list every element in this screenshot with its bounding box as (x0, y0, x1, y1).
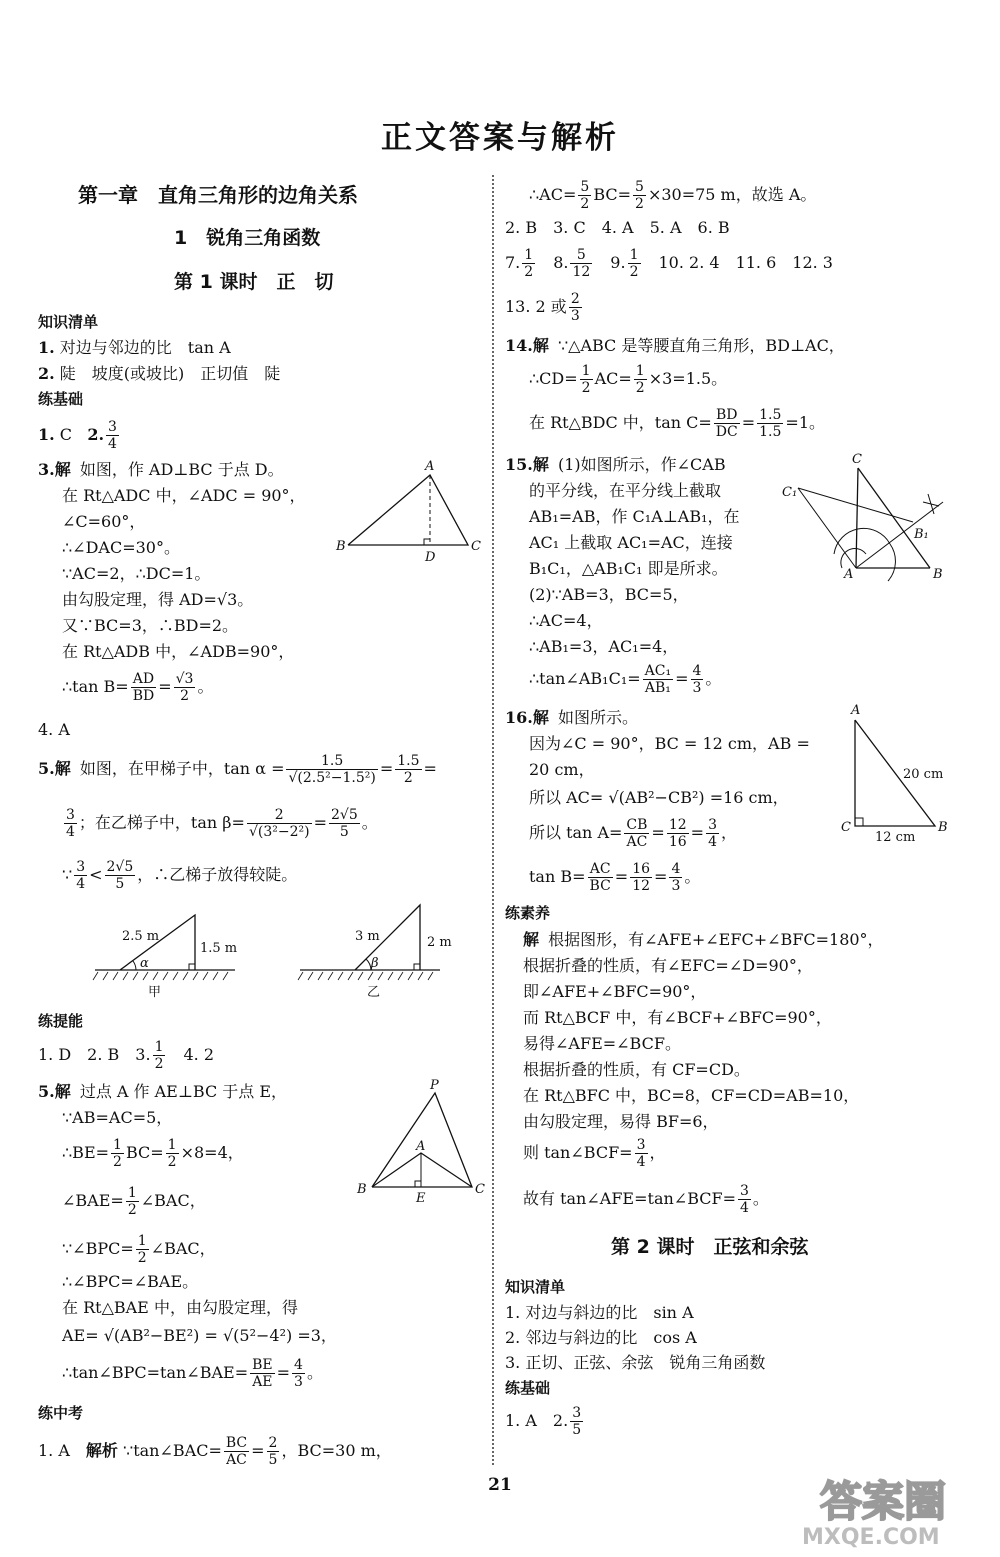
fraction: $\frac{BC}{AC}$ (225, 1435, 248, 1468)
figure-label: P (430, 1078, 439, 1093)
construction-figure-q15 (778, 450, 968, 585)
section-label-knowledge: 知识清单 (505, 1278, 566, 1296)
answer-line: 而 Rt△BCF 中，有∠BCF+∠BFC=90°， (523, 1008, 832, 1027)
base-length-label: 12 cm (875, 830, 916, 845)
fraction: $\frac{1.5}{2}$ (397, 753, 420, 786)
answer-line: ∴tan B= $\frac{AD}{BD}$ = $\frac{√3}{2}$ 。 (62, 671, 214, 704)
fraction: $\frac{3}{4}$ (108, 419, 117, 452)
answer-line: ∠C=60°， (62, 512, 146, 531)
section-label-literacy: 练素养 (505, 904, 551, 922)
watermark-site-text: MXQE.COM (802, 1525, 940, 1548)
section-label-exam: 练中考 (38, 1404, 84, 1422)
answer-line: 即∠AFE+∠BFC=90°， (523, 982, 707, 1001)
answer-line: ∴AC= $\frac{5}{2}$ BC= $\frac{5}{2}$ ×30=75 m，故选 A。 (529, 179, 817, 212)
fraction: $\frac{3}{5}$ (572, 1405, 582, 1438)
fraction: $\frac{1}{2}$ (137, 1233, 147, 1266)
answer-line: 14.解 ∵△ABC 是等腰直角三角形，BD⊥AC， (505, 336, 845, 355)
answer-line: 解 根据图形，有∠AFE+∠EFC+∠BFC=180°， (523, 930, 884, 949)
section-heading: 1 锐角三角函数 (174, 227, 321, 249)
figure-caption: 甲 (148, 985, 162, 1000)
figure-label: A (416, 1139, 426, 1154)
answer-line: 在 Rt△ADC 中，∠ADC = 90°， (62, 486, 306, 505)
answer-line: 1. D 2. B 3. $\frac{1}{2}$ 4. 2 (38, 1039, 215, 1072)
answer-line: 3. 正切、正弦、余弦 锐角三角函数 (505, 1353, 766, 1372)
answer-line: 16.解 如图所示。 (505, 708, 638, 727)
answer-line: ∴∠BPC=∠BAE。 (62, 1272, 199, 1291)
fraction: $\frac{16}{12}$ (632, 861, 651, 894)
answer-line: 1. A 解析 ∵tan∠BAC= $\frac{BC}{AC}$ = $\frac{2}{5}$ ，BC=30 m， (38, 1435, 392, 1468)
answer-line: 故有 tan∠AFE=tan∠BCF= $\frac{3}{4}$ 。 (523, 1183, 769, 1216)
answer-line: 2. 邻边与斜边的比 cos A (505, 1328, 697, 1347)
answer-line: 根据折叠的性质，有 CF=CD。 (523, 1060, 750, 1079)
ladder-figure-b (295, 900, 452, 1000)
section-label-improve: 练提能 (38, 1012, 84, 1030)
answer-line: 因为∠C = 90°，BC = 12 cm，AB = (529, 734, 810, 753)
answer-line: 5.解 如图，在甲梯子中，tan α = $\frac{1.5}{\text{√(2.5²−1.5²)}}$ = $\frac{1.5}{2}$ = (38, 753, 437, 786)
ladder-length-label: 2.5 m (122, 929, 160, 944)
answer-line: 所以 AC= √(AB²−CB²) =16 cm， (529, 788, 789, 807)
answer-line: 由勾股定理，得 AD=√3。 (62, 590, 254, 609)
answer-line: ∵AC=2，∴DC=1。 (62, 564, 211, 583)
hypotenuse-length-label: 20 cm (903, 767, 944, 782)
figure-label: C₁ (782, 485, 798, 500)
answer-line: 在 Rt△BFC 中，BC=8，CF=CD=AB=10， (523, 1086, 860, 1105)
fraction: $\frac{2√5}{5}$ (106, 859, 134, 892)
answer-line: 易得∠AFE=∠BCF。 (523, 1034, 681, 1053)
fraction: $\frac{1}{2}$ (154, 1039, 164, 1072)
answer-line: 1. 对边与斜边的比 sin A (505, 1303, 694, 1322)
column-divider (492, 175, 494, 1465)
answer-line: ∵AB=AC=5， (62, 1108, 173, 1127)
fraction: $\frac{4}{3}$ (294, 1357, 303, 1390)
answer-line: ∴AC=4， (529, 611, 603, 630)
fraction: $\frac{12}{16}$ (668, 817, 687, 850)
figure-label: C (471, 539, 481, 554)
answer-line: 根据折叠的性质，有∠EFC=∠D=90°， (523, 956, 813, 975)
answer-line: ∵ $\frac{3}{4}$ < $\frac{2√5}{5}$ ，∴乙梯子放得较陡。 (62, 859, 298, 892)
triangle-figure-q3 (333, 455, 493, 565)
answer-line: B₁C₁，△AB₁C₁ 即是所求。 (529, 559, 728, 578)
answer-line: 1. 对边与邻边的比 tan A (38, 338, 231, 357)
answer-line: 5.解 过点 A 作 AE⊥BC 于点 E， (38, 1082, 288, 1101)
answer-line: ∵∠BPC= $\frac{1}{2}$ ∠BAC， (62, 1233, 216, 1266)
fraction: $\frac{1}{2}$ (127, 1185, 137, 1218)
figure-label: B₁ (914, 527, 929, 542)
answer-line: 4. A (38, 720, 70, 739)
answer-line: ∴∠DAC=30°。 (62, 538, 180, 557)
watermark-logo (780, 1478, 980, 1548)
figure-label: C (475, 1182, 485, 1197)
answer-line: 的平分线，在平分线上截取 (529, 481, 722, 500)
watermark-logo-text: 答案圈 (820, 1478, 947, 1526)
fraction: $\frac{1}{2}$ (167, 1137, 177, 1170)
section-label-basic: 练基础 (505, 1379, 551, 1397)
fraction: $\frac{2}{5}$ (268, 1435, 278, 1468)
section-label-basic: 练基础 (38, 390, 84, 408)
answer-line: 1. A 2. $\frac{3}{5}$ (505, 1405, 582, 1438)
answer-line: AB₁=AB，作 C₁A⊥AB₁，在 (529, 507, 740, 526)
fraction: $\frac{2}{3}$ (570, 291, 580, 324)
triangle-figure-q5b (350, 1075, 500, 1205)
answer-line: 则 tan∠BCF= $\frac{3}{4}$ ， (523, 1137, 666, 1170)
fraction: $\frac{\text{AC₁}}{\text{AB₁}}$ (644, 663, 672, 696)
answer-line: ∠BAE= $\frac{1}{2}$ ∠BAC， (62, 1185, 206, 1218)
lesson-heading: 第 2 课时 正弦和余弦 (611, 1236, 809, 1258)
answer-line: 1. C 2. $\frac{3}{4}$ (38, 419, 117, 452)
wall-height-label: 1.5 m (200, 941, 238, 956)
angle-label: α (140, 956, 149, 971)
fraction: $\frac{3}{4}$ (76, 859, 86, 892)
answer-line: ∴tan∠BPC=tan∠BAE= $\frac{BE}{AE}$ = $\frac{4}{3}$ 。 (62, 1357, 323, 1390)
figure-label: D (425, 550, 436, 565)
fraction: $\frac{1}{2}$ (581, 363, 591, 396)
answer-line: 7. $\frac{1}{2}$ 8. $\frac{5}{12}$ 9. $\frac{1}{2}$ 10. 2. 4 11. 6 12. 3 (505, 247, 833, 280)
figure-label: B (938, 820, 948, 835)
chapter-heading: 第一章 直角三角形的边角关系 (78, 183, 358, 207)
angle-label: β (371, 956, 379, 971)
fraction: $\frac{√3}{2}$ (175, 671, 194, 704)
fraction: $\frac{AD}{BD}$ (132, 671, 155, 704)
fraction: $\frac{1}{2}$ (635, 363, 645, 396)
figure-label: E (416, 1191, 426, 1206)
figure-label: A (425, 459, 435, 474)
fraction: $\frac{3}{4}$ (636, 1137, 646, 1170)
answer-line: ∴tan∠AB₁C₁= $\frac{\text{AC₁}}{\text{AB₁}}$ = $\frac{4}{3}$ 。 (529, 663, 722, 696)
answer-line: ∴CD= $\frac{1}{2}$ AC= $\frac{1}{2}$ ×3=1.5。 (529, 363, 728, 396)
figure-label: B (933, 567, 943, 582)
fraction: $\frac{3}{4}$ (740, 1183, 749, 1216)
figure-label: C (841, 820, 851, 835)
fraction: $\frac{1}{2}$ (113, 1137, 122, 1170)
fraction: $\frac{3}{4}$ (708, 817, 717, 850)
fraction: $\frac{BE}{AE}$ (252, 1357, 273, 1390)
fraction: $\frac{4}{3}$ (692, 663, 702, 696)
figure-label: A (851, 703, 861, 718)
answer-line: 在 Rt△BDC 中，tan C= $\frac{BD}{DC}$ = $\frac{1.5}{1.5}$ =1。 (529, 407, 825, 440)
right-triangle-figure-q16 (835, 700, 965, 845)
ladder-length-label: 3 m (355, 929, 380, 944)
fraction: $\frac{1.5}{1.5}$ (759, 407, 782, 440)
page-number: 21 (488, 1475, 512, 1495)
fraction: $\frac{1.5}{\text{√(2.5²−1.5²)}}$ (288, 753, 376, 786)
answer-line: 2. 陡 坡度(或坡比) 正切值 陡 (38, 364, 281, 383)
section-label-knowledge: 知识清单 (38, 313, 99, 331)
answer-line: (2)∵AB=3，BC=5， (529, 585, 689, 604)
answer-line: 由勾股定理，易得 BF=6， (523, 1112, 719, 1131)
fraction: $\frac{2}{\text{√(3²−2²)}}$ (248, 807, 310, 840)
fraction: $\frac{1}{2}$ (524, 247, 534, 280)
figure-label: A (844, 567, 854, 582)
fraction: $\frac{5}{2}$ (580, 179, 590, 212)
answer-line: 20 cm， (529, 760, 595, 779)
fraction: $\frac{AC}{BC}$ (589, 861, 611, 894)
answer-line: 又∵BC=3，∴BD=2。 (62, 616, 239, 635)
page-title: 正文答案与解析 (381, 120, 619, 156)
answer-line: 15.解 (1)如图所示，作∠CAB (505, 455, 726, 474)
figure-label: B (357, 1182, 367, 1197)
ladder-figure-a (90, 900, 240, 1000)
fraction: $\frac{1}{2}$ (629, 247, 639, 280)
fraction: $\frac{CB}{AC}$ (626, 817, 648, 850)
fraction: $\frac{4}{3}$ (671, 861, 681, 894)
answer-line: 3.解 如图，作 AD⊥BC 于点 D。 (38, 460, 284, 479)
figure-label: B (336, 539, 346, 554)
answer-line: ∴BE= $\frac{1}{2}$ BC= $\frac{1}{2}$ ×8=4， (62, 1137, 244, 1170)
fraction: $\frac{5}{2}$ (635, 179, 644, 212)
answer-line: tan B= $\frac{AC}{BC}$ = $\frac{16}{12}$ = $\frac{4}{3}$ 。 (529, 861, 701, 894)
answer-line: $\frac{3}{4}$ ；在乙梯子中，tan β= $\frac{2}{\text{√(3²−2²)}}$ = $\frac{2√5}{5}$ 。 (66, 807, 378, 840)
answer-line: 所以 tan A= $\frac{CB}{AC}$ = $\frac{12}{16}$ = $\frac{3}{4}$ ， (529, 817, 737, 850)
answer-line: AE= √(AB²−BE²) = √(5²−4²) =3， (62, 1326, 337, 1345)
fraction: $\frac{5}{12}$ (572, 247, 591, 280)
answer-line: ∴AB₁=3，AC₁=4， (529, 637, 679, 656)
figure-label: C (852, 452, 862, 467)
answer-line: AC₁ 上截取 AC₁=AC，连接 (529, 533, 733, 552)
wall-height-label: 2 m (427, 935, 452, 950)
lesson-heading: 第 1 课时 正 切 (174, 271, 334, 293)
fraction: $\frac{BD}{DC}$ (715, 407, 738, 440)
fraction: $\frac{2√5}{5}$ (330, 807, 358, 840)
answer-line: 在 Rt△BAE 中，由勾股定理，得 (62, 1298, 298, 1317)
answer-line: 13. 2 或 $\frac{2}{3}$ (505, 291, 580, 324)
figure-caption: 乙 (367, 985, 381, 1000)
answer-line: 2. B 3. C 4. A 5. A 6. B (505, 218, 730, 237)
fraction: $\frac{3}{4}$ (66, 807, 75, 840)
answer-line: 在 Rt△ADB 中，∠ADB=90°， (62, 642, 295, 661)
